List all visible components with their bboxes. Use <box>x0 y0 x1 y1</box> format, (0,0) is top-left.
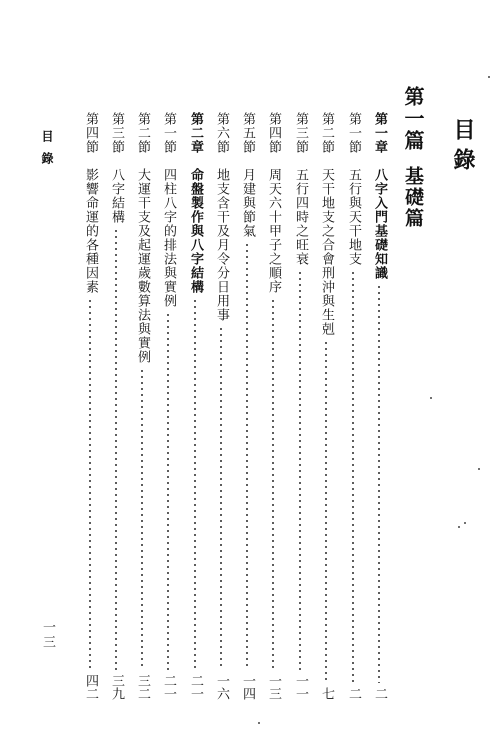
scan-speck <box>258 722 260 724</box>
toc-entry-section[interactable] <box>158 112 178 700</box>
scan-speck <box>478 468 480 470</box>
entry-label: 第二節 <box>319 112 334 154</box>
toc-entry-section[interactable] <box>343 112 363 700</box>
running-header: 目錄 <box>40 130 54 174</box>
entry-page: 二 <box>372 687 387 700</box>
entry-title: 五行四時之旺衰 <box>293 168 308 266</box>
entry-label: 第四節 <box>266 112 281 154</box>
toc-entry-chapter-1[interactable] <box>369 112 389 700</box>
entry-page: 一四 <box>240 674 255 700</box>
entry-page: 三二 <box>135 674 150 700</box>
toc-entry-section[interactable] <box>211 112 231 700</box>
entry-label: 第六節 <box>214 112 229 154</box>
toc-entry-chapter-2[interactable] <box>185 112 205 700</box>
entry-label: 第三節 <box>293 112 308 154</box>
entry-page: 四二 <box>83 674 98 700</box>
entry-page: 二 <box>346 687 361 700</box>
dot-leader <box>299 270 301 670</box>
dot-leader <box>272 298 274 670</box>
page-number: 一三 <box>40 620 55 650</box>
part-name: 基礎篇 <box>402 166 424 229</box>
entry-page: 一一 <box>293 674 308 700</box>
toc-entry-section[interactable] <box>106 112 126 700</box>
entry-label: 第三節 <box>109 112 124 154</box>
entry-title: 地支含干及月令分日用事 <box>214 168 229 322</box>
scan-speck <box>488 76 490 78</box>
entry-page: 二一 <box>188 674 203 700</box>
dot-leader <box>167 312 169 670</box>
entry-label: 第二節 <box>135 112 150 154</box>
toc-entry-section[interactable] <box>263 112 283 700</box>
toc-entry-section[interactable] <box>237 112 257 700</box>
entry-label: 第一節 <box>161 112 176 154</box>
entry-title: 命盤製作與八字結構 <box>188 168 203 294</box>
scan-speck <box>464 522 466 524</box>
entry-label: 第一節 <box>346 112 361 154</box>
page-title: 目錄 <box>450 118 476 178</box>
toc-entry-section[interactable] <box>316 112 336 700</box>
entry-page: 一三 <box>266 674 281 700</box>
entry-title: 八字結構 <box>109 168 124 224</box>
entry-page: 三九 <box>109 674 124 700</box>
entry-label: 第二章 <box>188 112 203 154</box>
entry-page: 七 <box>319 687 334 700</box>
dot-leader <box>141 368 143 670</box>
entry-title: 影響命運的各種因素 <box>83 168 98 294</box>
entry-title: 八字入門基礎知識 <box>372 168 387 280</box>
entry-title: 周天六十甲子之順序 <box>266 168 281 294</box>
scan-speck <box>430 397 432 399</box>
entry-page: 二一 <box>161 674 176 700</box>
entry-title: 大運干支及起運歲數算法與實例 <box>135 168 150 364</box>
entry-label: 第一章 <box>372 112 387 154</box>
dot-leader <box>89 298 91 670</box>
entry-title: 月建與節氣 <box>240 168 255 238</box>
entry-title: 天干地支之合會刑沖與生剋 <box>319 168 334 336</box>
dot-leader <box>115 228 117 670</box>
entry-label: 第四節 <box>83 112 98 154</box>
toc-entry-section[interactable] <box>290 112 310 700</box>
toc-entry-section[interactable] <box>80 112 100 700</box>
entry-title: 五行與天干地支 <box>346 168 361 266</box>
dot-leader <box>325 340 327 683</box>
toc-entry-section[interactable] <box>132 112 152 700</box>
entry-title: 四柱八字的排法與實例 <box>161 168 176 308</box>
dot-leader <box>378 284 380 683</box>
part-label: 第一篇 <box>401 86 425 152</box>
dot-leader <box>246 242 248 670</box>
dot-leader <box>352 270 354 683</box>
dot-leader <box>220 326 222 670</box>
dot-leader <box>194 298 196 670</box>
entry-label: 第五節 <box>240 112 255 154</box>
scan-speck <box>458 526 460 528</box>
entry-page: 一六 <box>214 674 229 700</box>
